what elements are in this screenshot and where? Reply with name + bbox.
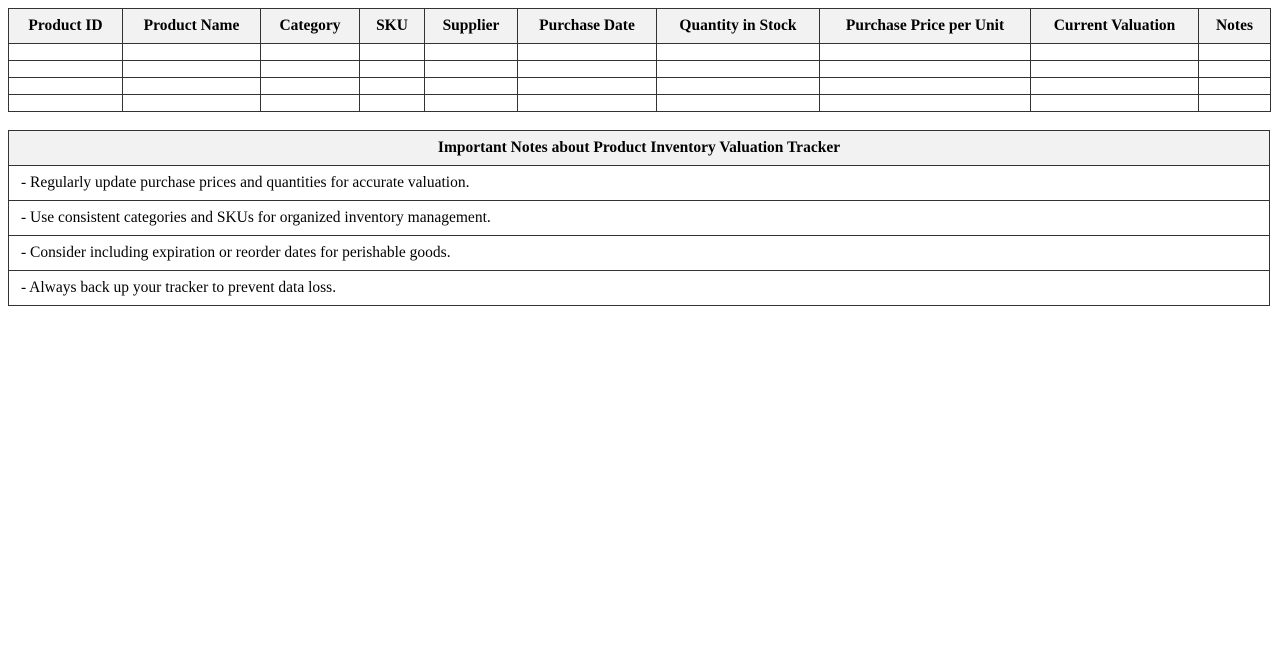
note-item: - Consider including expiration or reorder dates for perishable goods. bbox=[9, 236, 1270, 271]
table-cell[interactable] bbox=[9, 61, 123, 78]
table-cell[interactable] bbox=[1199, 61, 1271, 78]
table-cell[interactable] bbox=[9, 44, 123, 61]
table-cell[interactable] bbox=[123, 95, 261, 112]
table-cell[interactable] bbox=[820, 95, 1031, 112]
table-cell[interactable] bbox=[1199, 44, 1271, 61]
col-purchase-date: Purchase Date bbox=[518, 9, 657, 44]
col-price: Purchase Price per Unit bbox=[820, 9, 1031, 44]
table-cell[interactable] bbox=[1199, 95, 1271, 112]
table-cell[interactable] bbox=[261, 78, 360, 95]
col-product-name: Product Name bbox=[123, 9, 261, 44]
table-cell[interactable] bbox=[1031, 44, 1199, 61]
table-cell[interactable] bbox=[9, 95, 123, 112]
table-cell[interactable] bbox=[261, 95, 360, 112]
note-item: - Always back up your tracker to prevent data loss. bbox=[9, 271, 1270, 306]
table-cell[interactable] bbox=[360, 44, 425, 61]
note-item: - Regularly update purchase prices and quantities for accurate valuation. bbox=[9, 166, 1270, 201]
notes-table bbox=[8, 130, 1270, 306]
table-cell[interactable] bbox=[425, 44, 518, 61]
table-cell[interactable] bbox=[360, 95, 425, 112]
table-cell[interactable] bbox=[518, 44, 657, 61]
table-cell[interactable] bbox=[425, 61, 518, 78]
table-cell[interactable] bbox=[123, 78, 261, 95]
table-row bbox=[9, 61, 1271, 78]
table-cell[interactable] bbox=[657, 78, 820, 95]
table-cell[interactable] bbox=[1031, 78, 1199, 95]
table-cell[interactable] bbox=[425, 78, 518, 95]
table-cell[interactable] bbox=[261, 44, 360, 61]
col-quantity: Quantity in Stock bbox=[657, 9, 820, 44]
table-cell[interactable] bbox=[360, 61, 425, 78]
table-cell[interactable] bbox=[360, 78, 425, 95]
note-item: - Use consistent categories and SKUs for organized inventory management. bbox=[9, 201, 1270, 236]
table-cell[interactable] bbox=[1199, 78, 1271, 95]
col-supplier: Supplier bbox=[425, 9, 518, 44]
col-valuation: Current Valuation bbox=[1031, 9, 1199, 44]
notes-title: Important Notes about Product Inventory Valuation Tracker bbox=[9, 131, 1270, 166]
table-row bbox=[9, 78, 1271, 95]
table-cell[interactable] bbox=[518, 95, 657, 112]
table-cell[interactable] bbox=[425, 95, 518, 112]
table-cell[interactable] bbox=[518, 78, 657, 95]
table-row bbox=[9, 44, 1271, 61]
table-cell[interactable] bbox=[657, 44, 820, 61]
table-cell[interactable] bbox=[820, 78, 1031, 95]
table-cell[interactable] bbox=[820, 44, 1031, 61]
col-notes: Notes bbox=[1199, 9, 1271, 44]
col-sku: SKU bbox=[360, 9, 425, 44]
table-cell[interactable] bbox=[123, 44, 261, 61]
table-cell[interactable] bbox=[820, 61, 1031, 78]
col-category: Category bbox=[261, 9, 360, 44]
table-cell[interactable] bbox=[9, 78, 123, 95]
table-cell[interactable] bbox=[261, 61, 360, 78]
table-cell[interactable] bbox=[657, 61, 820, 78]
table-cell[interactable] bbox=[1031, 61, 1199, 78]
header-row bbox=[9, 9, 1271, 44]
table-cell[interactable] bbox=[1031, 95, 1199, 112]
col-product-id: Product ID bbox=[9, 9, 123, 44]
table-row bbox=[9, 95, 1271, 112]
inventory-table bbox=[8, 8, 1271, 112]
table-cell[interactable] bbox=[518, 61, 657, 78]
table-cell[interactable] bbox=[657, 95, 820, 112]
table-cell[interactable] bbox=[123, 61, 261, 78]
